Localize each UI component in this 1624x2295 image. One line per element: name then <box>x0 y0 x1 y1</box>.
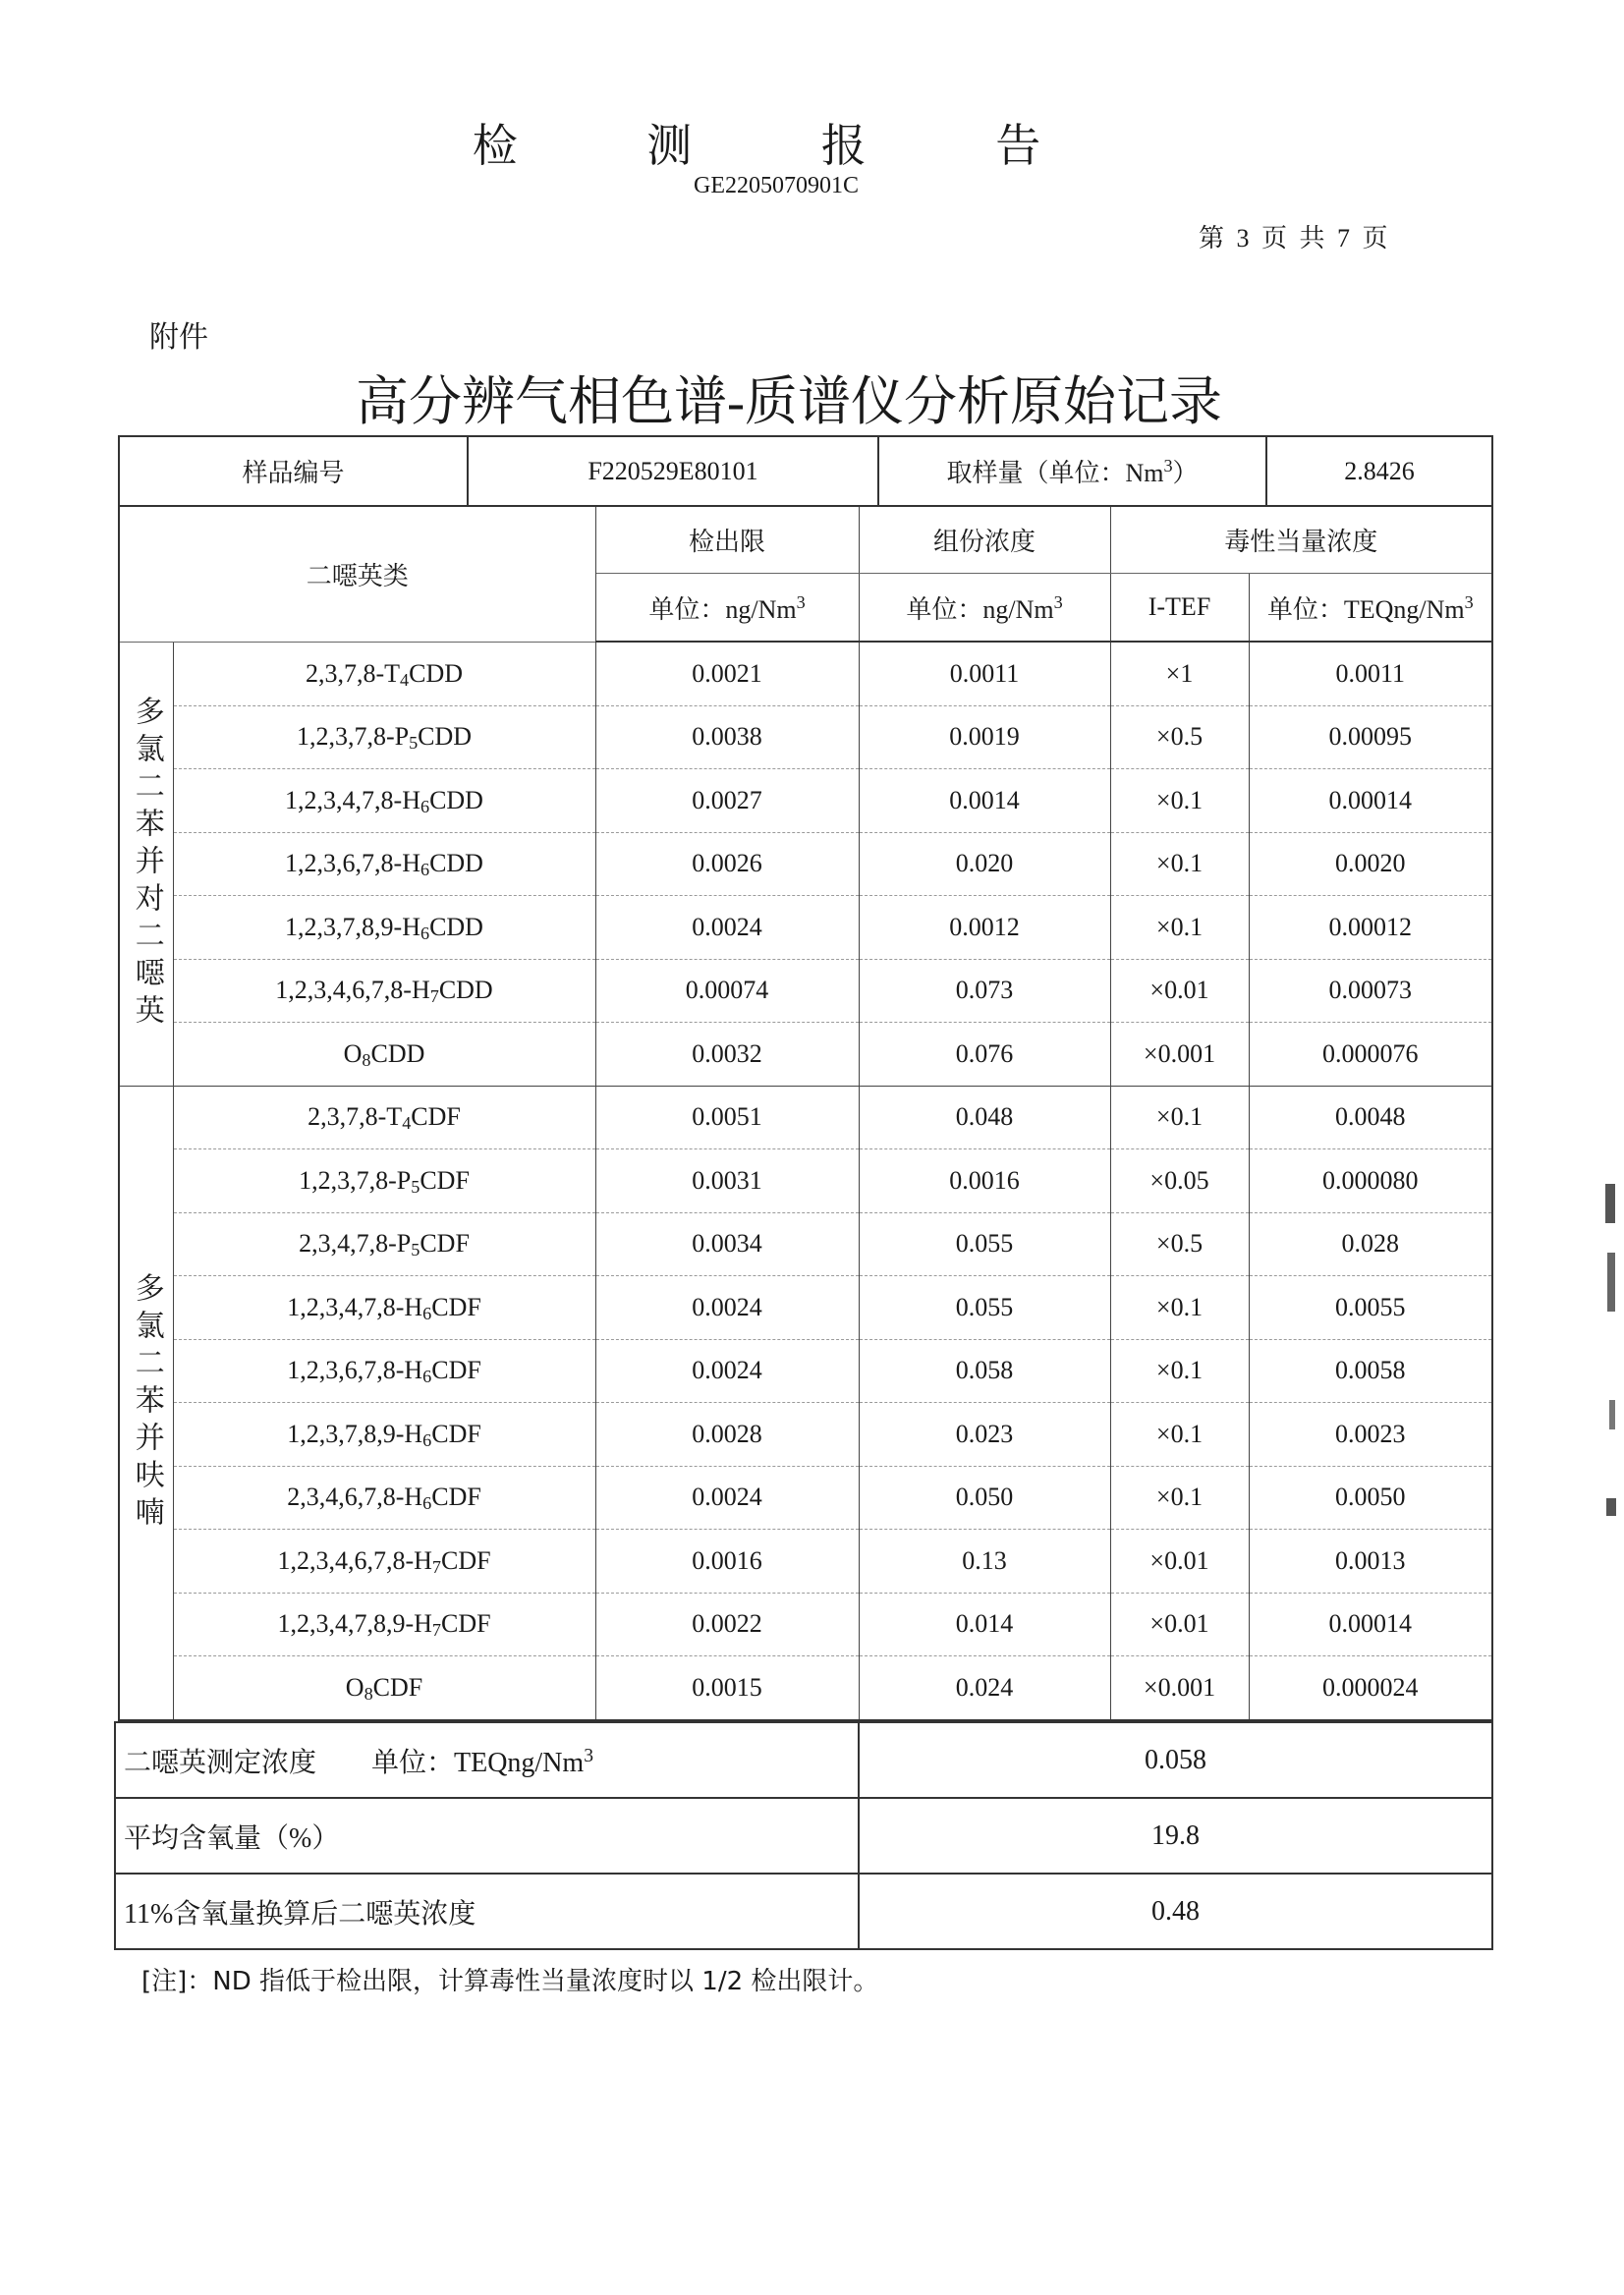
compound-name: $1,2,3,6,7,8-H_6CDF$ <box>173 1339 595 1403</box>
component-concentration-header: 组份浓度 <box>859 506 1110 574</box>
concentration-cell: 0.073 <box>859 959 1110 1023</box>
table-row <box>119 1023 1492 1087</box>
sample-no-label: 样品编号 <box>119 436 468 506</box>
group-label: 多氯二苯并呋喃 <box>119 1086 173 1720</box>
tef-cell: ×0.5 <box>1110 705 1249 769</box>
compound-name: $2,3,7,8-T_4CDF$ <box>173 1086 595 1149</box>
table-row <box>119 832 1492 896</box>
tef-cell: ×0.01 <box>1110 1593 1249 1656</box>
detection-limit-cell: 0.0032 <box>595 1023 859 1087</box>
concentration-cell: 0.020 <box>859 832 1110 896</box>
teq-cell: 0.028 <box>1249 1212 1492 1276</box>
detection-limit-cell: 0.0034 <box>595 1212 859 1276</box>
teq-cell: 0.00095 <box>1249 705 1492 769</box>
summary-row <box>115 1798 1492 1874</box>
tef-cell: ×0.001 <box>1110 1023 1249 1087</box>
detection-limit-header: 检出限 <box>595 506 859 574</box>
sample-info-and-column-header <box>118 435 1493 507</box>
report-code: GE2205070901C <box>694 173 859 198</box>
table-row <box>119 769 1492 833</box>
footnote: [注]：ND 指低于检出限，计算毒性当量浓度时以 1/2 检出限计。 <box>141 1967 879 1996</box>
tef-cell: ×0.1 <box>1110 1339 1249 1403</box>
teq-cell: 0.000024 <box>1249 1656 1492 1720</box>
detection-limit-cell: 0.0024 <box>595 1339 859 1403</box>
concentration-cell: 0.0014 <box>859 769 1110 833</box>
tef-cell: ×0.1 <box>1110 1403 1249 1467</box>
concentration-cell: 0.050 <box>859 1466 1110 1530</box>
concentration-cell: 0.13 <box>859 1530 1110 1594</box>
scan-edge-marks <box>1601 1184 1621 1528</box>
compound-name: $1,2,3,4,7,8-H_6CDD$ <box>173 769 595 833</box>
concentration-cell: 0.055 <box>859 1212 1110 1276</box>
detection-limit-cell: 0.0015 <box>595 1656 859 1720</box>
tef-cell: ×0.1 <box>1110 1466 1249 1530</box>
table-row <box>119 705 1492 769</box>
table-row <box>119 1656 1492 1720</box>
summary-label: 平均含氧量（%） <box>115 1798 859 1874</box>
i-tef-header: I-TEF <box>1110 574 1249 643</box>
table-row <box>119 1339 1492 1403</box>
teq-cell: 0.00012 <box>1249 896 1492 960</box>
compound-name: $1,2,3,6,7,8-H_6CDD$ <box>173 832 595 896</box>
compound-name: $1,2,3,7,8,9-H_6CDD$ <box>173 896 595 960</box>
teq-cell: 0.0013 <box>1249 1530 1492 1594</box>
compound-name: $1,2,3,4,7,8,9-H_7CDF$ <box>173 1593 595 1656</box>
tef-cell: ×0.1 <box>1110 832 1249 896</box>
column-header-row <box>119 506 1492 574</box>
table-row <box>119 1403 1492 1467</box>
compound-name: $2,3,4,6,7,8-H_6CDF$ <box>173 1466 595 1530</box>
tef-cell: ×0.5 <box>1110 1212 1249 1276</box>
table-row <box>119 1530 1492 1594</box>
detection-limit-cell: 0.0031 <box>595 1149 859 1213</box>
summary-row <box>115 1874 1492 1949</box>
concentration-cell: 0.014 <box>859 1593 1110 1656</box>
tef-cell: ×0.01 <box>1110 1530 1249 1594</box>
detection-limit-cell: 0.0024 <box>595 1276 859 1340</box>
summary-label: 二噁英测定浓度 单位：TEQng/Nm$^3$ <box>115 1722 859 1798</box>
teq-cell: 0.00014 <box>1249 1593 1492 1656</box>
tef-cell: ×0.1 <box>1110 1276 1249 1340</box>
teq-cell: 0.000080 <box>1249 1149 1492 1213</box>
tef-cell: ×0.1 <box>1110 769 1249 833</box>
tef-cell: ×0.1 <box>1110 896 1249 960</box>
compound-name: $1,2,3,7,8-P_5CDD$ <box>173 705 595 769</box>
dioxin-data-table <box>118 505 1493 1721</box>
detection-limit-cell: 0.00074 <box>595 959 859 1023</box>
table-row <box>119 1466 1492 1530</box>
concentration-cell: 0.058 <box>859 1339 1110 1403</box>
summary-value: 0.48 <box>859 1874 1492 1949</box>
table-row <box>119 1276 1492 1340</box>
teq-cell: 0.0058 <box>1249 1339 1492 1403</box>
compound-name: $2,3,4,7,8-P_5CDF$ <box>173 1212 595 1276</box>
detection-limit-cell: 0.0021 <box>595 642 859 705</box>
teq-cell: 0.0020 <box>1249 832 1492 896</box>
concentration-cell: 0.023 <box>859 1403 1110 1467</box>
teq-cell: 0.0011 <box>1249 642 1492 705</box>
detection-limit-cell: 0.0016 <box>595 1530 859 1594</box>
tef-cell: ×0.01 <box>1110 959 1249 1023</box>
table-row <box>119 642 1492 705</box>
detection-limit-cell: 0.0024 <box>595 1466 859 1530</box>
table-row <box>119 1149 1492 1213</box>
compound-name: $O_8CDF$ <box>173 1656 595 1720</box>
table-row <box>119 1212 1492 1276</box>
concentration-cell: 0.0019 <box>859 705 1110 769</box>
teq-cell: 0.00073 <box>1249 959 1492 1023</box>
summary-value: 0.058 <box>859 1722 1492 1798</box>
teq-cell: 0.0055 <box>1249 1276 1492 1340</box>
compound-name: $1,2,3,7,8-P_5CDF$ <box>173 1149 595 1213</box>
compound-name: $O_8CDD$ <box>173 1023 595 1087</box>
teq-unit: 单位：TEQng/Nm$^3$ <box>1249 574 1492 643</box>
tef-cell: ×0.1 <box>1110 1086 1249 1149</box>
detection-limit-unit: 单位：ng/Nm$^3$ <box>595 574 859 643</box>
toxic-equivalent-header: 毒性当量浓度 <box>1110 506 1492 574</box>
teq-cell: 0.0023 <box>1249 1403 1492 1467</box>
sample-info-row <box>119 436 1492 506</box>
tef-cell: ×0.001 <box>1110 1656 1249 1720</box>
summary-row <box>115 1722 1492 1798</box>
compound-name: $1,2,3,4,7,8-H_6CDF$ <box>173 1276 595 1340</box>
category-header: 二噁英类 <box>119 506 595 642</box>
compound-name: $2,3,7,8-T_4CDD$ <box>173 642 595 705</box>
concentration-cell: 0.076 <box>859 1023 1110 1087</box>
group-label: 多氯二苯并对二噁英 <box>119 642 173 1086</box>
tef-cell: ×0.05 <box>1110 1149 1249 1213</box>
summary-table <box>114 1721 1493 1950</box>
compound-name: $1,2,3,4,6,7,8-H_7CDD$ <box>173 959 595 1023</box>
sampling-volume-value: 2.8426 <box>1266 436 1492 506</box>
teq-cell: 0.0050 <box>1249 1466 1492 1530</box>
teq-cell: 0.00014 <box>1249 769 1492 833</box>
teq-cell: 0.0048 <box>1249 1086 1492 1149</box>
report-title: 检 测 报 告 <box>472 121 1100 171</box>
component-unit: 单位：ng/Nm$^3$ <box>859 574 1110 643</box>
detection-limit-cell: 0.0051 <box>595 1086 859 1149</box>
table-row <box>119 1593 1492 1656</box>
concentration-cell: 0.024 <box>859 1656 1110 1720</box>
sample-no-value: F220529E80101 <box>468 436 878 506</box>
record-title: 高分辨气相色谱-质谱仪分析原始记录 <box>356 372 1222 431</box>
concentration-cell: 0.055 <box>859 1276 1110 1340</box>
compound-name: $1,2,3,4,6,7,8-H_7CDF$ <box>173 1530 595 1594</box>
concentration-cell: 0.0012 <box>859 896 1110 960</box>
summary-value: 19.8 <box>859 1798 1492 1874</box>
detection-limit-cell: 0.0024 <box>595 896 859 960</box>
concentration-cell: 0.0016 <box>859 1149 1110 1213</box>
compound-name: $1,2,3,7,8,9-H_6CDF$ <box>173 1403 595 1467</box>
concentration-cell: 0.048 <box>859 1086 1110 1149</box>
teq-cell: 0.000076 <box>1249 1023 1492 1087</box>
page-indicator: 第 3 页 共 7 页 <box>1199 224 1388 252</box>
summary-label: 11%含氧量换算后二噁英浓度 <box>115 1874 859 1949</box>
detection-limit-cell: 0.0026 <box>595 832 859 896</box>
detection-limit-cell: 0.0028 <box>595 1403 859 1467</box>
table-row <box>119 896 1492 960</box>
table-row <box>119 1086 1492 1149</box>
tef-cell: ×1 <box>1110 642 1249 705</box>
detection-limit-cell: 0.0038 <box>595 705 859 769</box>
detection-limit-cell: 0.0027 <box>595 769 859 833</box>
sampling-volume-label: 取样量（单位：Nm$^3$） <box>878 436 1266 506</box>
table-row <box>119 959 1492 1023</box>
detection-limit-cell: 0.0022 <box>595 1593 859 1656</box>
attachment-label: 附件 <box>149 321 208 354</box>
concentration-cell: 0.0011 <box>859 642 1110 705</box>
